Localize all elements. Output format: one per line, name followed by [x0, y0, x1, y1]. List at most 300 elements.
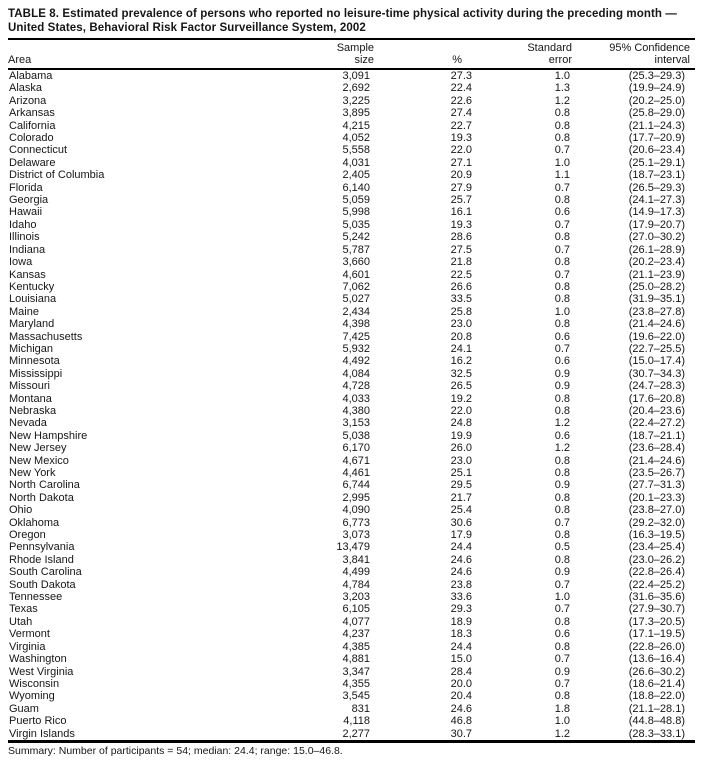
cell-standard-error: 1.2 — [554, 442, 570, 455]
cell-area: Rhode Island — [9, 553, 74, 566]
table-row — [8, 157, 695, 169]
cell-confidence-interval: (31.9–35.1) — [628, 293, 685, 306]
table-row — [8, 417, 695, 429]
cell-confidence-interval: (26.5–29.3) — [628, 181, 685, 194]
cell-area: Virgin Islands — [9, 727, 75, 740]
table-title: TABLE 8. Estimated prevalence of persons who reported no leisure-time physical activity during the preceding month — United States, Behavioral Risk Factor Surveillance System, 2002 — [8, 8, 695, 40]
cell-standard-error: 1.2 — [554, 727, 570, 740]
cell-standard-error: 0.8 — [554, 467, 570, 479]
cell-confidence-interval: (22.4–25.2) — [628, 578, 685, 591]
cell-area: North Carolina — [9, 479, 80, 492]
cell-sample-size: 3,660 — [342, 256, 370, 269]
cell-sample-size: 3,153 — [342, 417, 370, 430]
cell-standard-error: 0.6 — [554, 628, 570, 641]
cell-confidence-interval: (15.0–17.4) — [628, 355, 685, 368]
cell-percent: 15.0 — [450, 653, 472, 666]
cell-percent: 32.5 — [450, 367, 472, 380]
table-row — [8, 641, 695, 653]
cell-standard-error: 1.2 — [554, 94, 570, 107]
header-row-top — [8, 40, 695, 55]
cell-sample-size: 4,215 — [342, 119, 370, 132]
cell-area: Montana — [9, 392, 52, 405]
cell-area: Puerto Rico — [9, 715, 67, 728]
cell-sample-size: 4,118 — [343, 715, 370, 728]
cell-percent: 22.4 — [450, 82, 472, 95]
table-row — [8, 591, 695, 603]
cell-percent: 23.0 — [450, 454, 472, 467]
cell-confidence-interval: (22.4–27.2) — [628, 417, 685, 430]
cell-confidence-interval: (23.8–27.0) — [628, 504, 685, 517]
table-row — [8, 256, 695, 268]
table-row — [8, 293, 695, 305]
cell-sample-size: 5,998 — [342, 206, 370, 219]
cell-percent: 30.6 — [450, 516, 472, 529]
table-row — [8, 715, 695, 727]
cell-percent: 22.0 — [450, 144, 472, 157]
cell-area: Arizona — [9, 94, 47, 107]
cell-area: Colorado — [9, 132, 54, 145]
cell-confidence-interval: (24.7–28.3) — [628, 380, 685, 393]
table-row — [8, 579, 695, 591]
table-row — [8, 69, 695, 82]
cell-sample-size: 5,059 — [342, 194, 370, 207]
cell-confidence-interval: (18.7–23.1) — [628, 169, 685, 182]
table-row — [8, 690, 695, 702]
cell-percent: 27.3 — [450, 70, 472, 82]
cell-area: New Jersey — [9, 442, 67, 455]
cell-sample-size: 4,077 — [342, 615, 370, 628]
cell-standard-error: 0.9 — [554, 367, 570, 380]
cell-sample-size: 4,355 — [342, 677, 370, 690]
cell-standard-error: 0.7 — [554, 677, 570, 690]
cell-confidence-interval: (14.9–17.3) — [628, 206, 685, 219]
table-row — [8, 653, 695, 665]
cell-area: Michigan — [9, 342, 54, 355]
table-row — [8, 678, 695, 690]
cell-percent: 17.9 — [450, 529, 472, 542]
header-standard-error-line1: Standard — [527, 42, 572, 54]
cell-confidence-interval: (25.8–29.0) — [628, 107, 685, 120]
cell-area: South Carolina — [9, 566, 82, 579]
header-area: Area — [8, 53, 32, 66]
table-row — [8, 355, 695, 367]
cell-percent: 29.3 — [450, 603, 472, 616]
table-row — [8, 666, 695, 678]
cell-confidence-interval: (25.1–29.1) — [628, 156, 685, 169]
cell-confidence-interval: (20.6–23.4) — [628, 144, 685, 157]
cell-area: Vermont — [9, 628, 50, 641]
cell-confidence-interval: (28.3–33.1) — [628, 727, 685, 740]
cell-standard-error: 1.0 — [554, 156, 570, 169]
cell-confidence-interval: (21.4–24.6) — [628, 454, 685, 467]
cell-area: Texas — [9, 603, 38, 616]
cell-sample-size: 4,784 — [342, 578, 370, 591]
cell-confidence-interval: (17.3–20.5) — [628, 615, 685, 628]
table-row — [8, 95, 695, 107]
cell-area: Georgia — [9, 194, 49, 207]
cell-sample-size: 2,995 — [342, 491, 370, 504]
cell-standard-error: 0.8 — [554, 392, 570, 405]
cell-area: Delaware — [9, 156, 56, 169]
table-row — [8, 405, 695, 417]
cell-standard-error: 0.6 — [554, 429, 570, 442]
cell-confidence-interval: (27.7–31.3) — [628, 479, 685, 492]
header-percent: % — [452, 53, 462, 66]
cell-area: New York — [9, 467, 56, 479]
cell-standard-error: 0.8 — [554, 107, 570, 120]
cell-confidence-interval: (20.2–25.0) — [628, 94, 685, 107]
table-row — [8, 306, 695, 318]
cell-area: Maine — [9, 305, 39, 318]
cell-percent: 20.4 — [450, 690, 472, 703]
cell-sample-size: 13,479 — [336, 541, 370, 554]
cell-standard-error: 0.6 — [554, 330, 570, 343]
cell-standard-error: 0.5 — [554, 541, 570, 554]
cell-percent: 22.0 — [450, 404, 472, 417]
table-row — [8, 504, 695, 516]
cell-confidence-interval: (18.7–21.1) — [628, 429, 685, 442]
prevalence-table — [8, 40, 695, 743]
cell-confidence-interval: (23.0–26.2) — [628, 553, 685, 566]
cell-sample-size: 3,347 — [342, 665, 370, 678]
cell-area: Indiana — [9, 243, 46, 256]
cell-sample-size: 5,787 — [342, 243, 370, 256]
cell-standard-error: 0.6 — [554, 355, 570, 368]
header-area-spacer — [8, 40, 330, 55]
cell-standard-error: 1.1 — [554, 169, 570, 182]
cell-area: Pennsylvania — [9, 541, 75, 554]
table-row — [8, 107, 695, 119]
cell-percent: 26.0 — [450, 442, 472, 455]
cell-percent: 20.0 — [450, 677, 472, 690]
cell-sample-size: 6,140 — [342, 181, 370, 194]
table-row — [8, 182, 695, 194]
cell-standard-error: 0.8 — [554, 231, 570, 244]
cell-percent: 30.7 — [450, 727, 472, 740]
cell-sample-size: 4,385 — [342, 640, 370, 653]
cell-percent: 19.3 — [450, 218, 472, 231]
cell-sample-size: 2,434 — [342, 305, 370, 318]
cell-standard-error: 0.8 — [554, 529, 570, 542]
cell-confidence-interval: (23.4–25.4) — [628, 541, 685, 554]
cell-sample-size: 4,671 — [342, 454, 370, 467]
cell-area: New Mexico — [9, 454, 69, 467]
cell-area: Mississippi — [9, 367, 63, 380]
cell-area: Florida — [9, 181, 43, 194]
cell-percent: 24.6 — [450, 702, 472, 715]
cell-standard-error: 0.7 — [554, 243, 570, 256]
cell-sample-size: 3,895 — [342, 107, 370, 120]
cell-sample-size: 4,728 — [342, 380, 370, 393]
header-confidence-interval-line2: interval — [654, 53, 690, 66]
header-confidence-interval-line1: 95% Confidence — [609, 42, 690, 54]
cell-standard-error: 0.7 — [554, 218, 570, 231]
cell-percent: 24.4 — [450, 541, 472, 554]
cell-standard-error: 1.8 — [554, 702, 570, 715]
cell-percent: 24.6 — [450, 553, 472, 566]
cell-percent: 23.8 — [450, 578, 472, 591]
cell-percent: 27.5 — [450, 243, 472, 256]
cell-percent: 28.6 — [450, 231, 472, 244]
cell-percent: 22.6 — [450, 94, 472, 107]
table-row — [8, 82, 695, 94]
cell-sample-size: 5,558 — [342, 144, 370, 157]
cell-confidence-interval: (27.9–30.7) — [628, 603, 685, 616]
cell-percent: 21.8 — [450, 256, 472, 269]
cell-confidence-interval: (31.6–35.6) — [628, 591, 685, 604]
cell-percent: 28.4 — [450, 665, 472, 678]
cell-standard-error: 0.7 — [554, 144, 570, 157]
table-body — [8, 69, 695, 741]
cell-confidence-interval: (16.3–19.5) — [628, 529, 685, 542]
cell-percent: 20.8 — [450, 330, 472, 343]
cell-sample-size: 3,091 — [342, 70, 370, 82]
cell-confidence-interval: (17.6–20.8) — [628, 392, 685, 405]
table-row — [8, 541, 695, 553]
cell-percent: 27.1 — [450, 156, 472, 169]
cell-sample-size: 6,105 — [342, 603, 370, 616]
cell-area: Alabama — [9, 70, 53, 82]
cell-sample-size: 2,692 — [342, 82, 370, 95]
cell-area: Nebraska — [9, 404, 57, 417]
table-row — [8, 281, 695, 293]
header-percent-spacer — [378, 40, 478, 55]
cell-area: Louisiana — [9, 293, 57, 306]
cell-percent: 27.9 — [450, 181, 472, 194]
cell-confidence-interval: (20.1–23.3) — [628, 491, 685, 504]
cell-sample-size: 4,380 — [342, 404, 370, 417]
cell-confidence-interval: (19.9–24.9) — [628, 82, 685, 95]
cell-sample-size: 4,881 — [342, 653, 370, 666]
table-row — [8, 343, 695, 355]
cell-sample-size: 4,398 — [342, 318, 370, 331]
table-row — [8, 479, 695, 491]
cell-standard-error: 0.7 — [554, 268, 570, 281]
cell-confidence-interval: (30.7–34.3) — [628, 367, 685, 380]
cell-standard-error: 0.8 — [554, 690, 570, 703]
cell-sample-size: 5,027 — [342, 293, 370, 306]
cell-sample-size: 3,203 — [342, 591, 370, 604]
table-row — [8, 231, 695, 243]
table-row — [8, 616, 695, 628]
table-row — [8, 529, 695, 541]
cell-area: Oregon — [9, 529, 46, 542]
header-sample-size-line1: Sample — [336, 42, 374, 54]
cell-standard-error: 0.6 — [554, 206, 570, 219]
cell-percent: 46.8 — [450, 715, 472, 728]
cell-confidence-interval: (20.4–23.6) — [628, 404, 685, 417]
cell-area: Oklahoma — [9, 516, 60, 529]
cell-percent: 23.0 — [450, 318, 472, 331]
cell-standard-error: 0.7 — [554, 181, 570, 194]
cell-confidence-interval: (22.7–25.5) — [628, 342, 685, 355]
cell-area: Illinois — [9, 231, 40, 244]
cell-sample-size: 7,062 — [342, 280, 370, 293]
cell-standard-error: 0.8 — [554, 194, 570, 207]
cell-sample-size: 4,052 — [342, 132, 370, 145]
cell-confidence-interval: (26.1–28.9) — [628, 243, 685, 256]
cell-standard-error: 0.8 — [554, 318, 570, 331]
table-row — [8, 728, 695, 742]
cell-sample-size: 4,033 — [342, 392, 370, 405]
header-row-bottom — [8, 55, 695, 70]
cell-percent: 24.6 — [450, 566, 472, 579]
cell-standard-error: 0.7 — [554, 603, 570, 616]
cell-area: Connecticut — [9, 144, 68, 157]
cell-area: Washington — [9, 653, 67, 666]
cell-percent: 24.4 — [450, 640, 472, 653]
cell-confidence-interval: (21.1–28.1) — [628, 702, 685, 715]
cell-standard-error: 0.9 — [554, 665, 570, 678]
cell-confidence-interval: (29.2–32.0) — [628, 516, 685, 529]
cell-sample-size: 6,744 — [342, 479, 370, 492]
table-row — [8, 467, 695, 479]
cell-area: Kentucky — [9, 280, 55, 293]
cell-percent: 24.8 — [450, 417, 472, 430]
cell-confidence-interval: (19.6–22.0) — [628, 330, 685, 343]
cell-sample-size: 4,031 — [342, 156, 370, 169]
cell-percent: 25.1 — [450, 467, 472, 479]
cell-sample-size: 3,841 — [342, 553, 370, 566]
cell-sample-size: 4,461 — [342, 467, 370, 479]
cell-standard-error: 0.8 — [554, 256, 570, 269]
cell-sample-size: 6,170 — [342, 442, 370, 455]
header-sample-size-line2: size — [354, 53, 374, 66]
cell-standard-error: 0.8 — [554, 454, 570, 467]
cell-confidence-interval: (23.8–27.8) — [628, 305, 685, 318]
cell-sample-size: 7,425 — [342, 330, 370, 343]
cell-area: New Hampshire — [9, 429, 88, 442]
cell-confidence-interval: (18.6–21.4) — [628, 677, 685, 690]
cell-confidence-interval: (23.5–26.7) — [628, 467, 685, 479]
table-row — [8, 393, 695, 405]
cell-confidence-interval: (44.8–48.8) — [628, 715, 685, 728]
cell-standard-error: 0.8 — [554, 404, 570, 417]
cell-confidence-interval: (21.4–24.6) — [628, 318, 685, 331]
cell-area: West Virginia — [9, 665, 74, 678]
table-row — [8, 430, 695, 442]
cell-area: Missouri — [9, 380, 50, 393]
cell-area: Tennessee — [9, 591, 63, 604]
table-row — [8, 219, 695, 231]
cell-standard-error: 0.9 — [554, 479, 570, 492]
cell-area: Idaho — [9, 218, 37, 231]
cell-confidence-interval: (21.1–23.9) — [628, 268, 685, 281]
cell-sample-size: 4,090 — [342, 504, 370, 517]
cell-sample-size: 5,932 — [342, 342, 370, 355]
table-row — [8, 206, 695, 218]
cell-confidence-interval: (23.6–28.4) — [628, 442, 685, 455]
cell-area: Utah — [9, 615, 33, 628]
cell-area: Wisconsin — [9, 677, 60, 690]
cell-standard-error: 0.7 — [554, 653, 570, 666]
cell-area: Nevada — [9, 417, 47, 430]
cell-area: California — [9, 119, 56, 132]
cell-confidence-interval: (25.0–28.2) — [628, 280, 685, 293]
header-standard-error-line2: error — [548, 53, 572, 66]
cell-percent: 33.5 — [450, 293, 472, 306]
cell-standard-error: 1.3 — [554, 82, 570, 95]
cell-sample-size: 4,237 — [342, 628, 370, 641]
cell-percent: 16.2 — [450, 355, 472, 368]
table-header — [8, 40, 695, 69]
cell-sample-size: 2,405 — [342, 169, 370, 182]
cell-standard-error: 0.8 — [554, 132, 570, 145]
cell-sample-size: 3,545 — [342, 690, 370, 703]
cell-area: South Dakota — [9, 578, 76, 591]
cell-standard-error: 0.8 — [554, 640, 570, 653]
cell-standard-error: 1.0 — [554, 305, 570, 318]
cell-confidence-interval: (27.0–30.2) — [628, 231, 685, 244]
cell-percent: 24.1 — [450, 342, 472, 355]
table-row — [8, 566, 695, 578]
cell-percent: 21.7 — [450, 491, 472, 504]
cell-sample-size: 4,601 — [342, 268, 370, 281]
table-row — [8, 517, 695, 529]
table-row — [8, 169, 695, 181]
cell-standard-error: 0.8 — [554, 293, 570, 306]
cell-percent: 19.9 — [450, 429, 472, 442]
cell-percent: 20.9 — [450, 169, 472, 182]
cell-sample-size: 4,492 — [342, 355, 370, 368]
cell-sample-size: 5,242 — [342, 231, 370, 244]
cell-standard-error: 0.7 — [554, 516, 570, 529]
cell-sample-size: 831 — [351, 702, 370, 715]
cell-percent: 22.5 — [450, 268, 472, 281]
cell-confidence-interval: (21.1–24.3) — [628, 119, 685, 132]
cell-confidence-interval: (25.3–29.3) — [628, 70, 685, 82]
cell-percent: 33.6 — [450, 591, 472, 604]
cell-percent: 25.8 — [450, 305, 472, 318]
cell-percent: 25.7 — [450, 194, 472, 207]
cell-percent: 25.4 — [450, 504, 472, 517]
cell-sample-size: 3,073 — [342, 529, 370, 542]
cell-confidence-interval: (20.2–23.4) — [628, 256, 685, 269]
cell-standard-error: 0.8 — [554, 280, 570, 293]
cell-area: Iowa — [9, 256, 33, 269]
cell-standard-error: 0.8 — [554, 119, 570, 132]
table-row — [8, 603, 695, 615]
cell-sample-size: 4,499 — [342, 566, 370, 579]
cell-sample-size: 2,277 — [342, 727, 370, 740]
cell-area: District of Columbia — [9, 169, 105, 182]
cell-standard-error: 0.8 — [554, 504, 570, 517]
cell-standard-error: 0.8 — [554, 491, 570, 504]
cell-area: Wyoming — [9, 690, 55, 703]
cell-confidence-interval: (22.8–26.4) — [628, 566, 685, 579]
cell-area: Minnesota — [9, 355, 60, 368]
cell-standard-error: 1.0 — [554, 70, 570, 82]
cell-area: Virginia — [9, 640, 46, 653]
table-row — [8, 120, 695, 132]
table-row — [8, 244, 695, 256]
table-row — [8, 442, 695, 454]
cell-area: Ohio — [9, 504, 33, 517]
cell-sample-size: 5,035 — [342, 218, 370, 231]
table-row — [8, 132, 695, 144]
table-row — [8, 492, 695, 504]
table-row — [8, 144, 695, 156]
cell-standard-error: 0.9 — [554, 380, 570, 393]
table-row — [8, 628, 695, 640]
cell-confidence-interval: (24.1–27.3) — [628, 194, 685, 207]
cell-confidence-interval: (22.8–26.0) — [628, 640, 685, 653]
table-row — [8, 318, 695, 330]
cell-confidence-interval: (17.9–20.7) — [628, 218, 685, 231]
table-row — [8, 554, 695, 566]
table-row — [8, 380, 695, 392]
cell-sample-size: 3,225 — [342, 94, 370, 107]
